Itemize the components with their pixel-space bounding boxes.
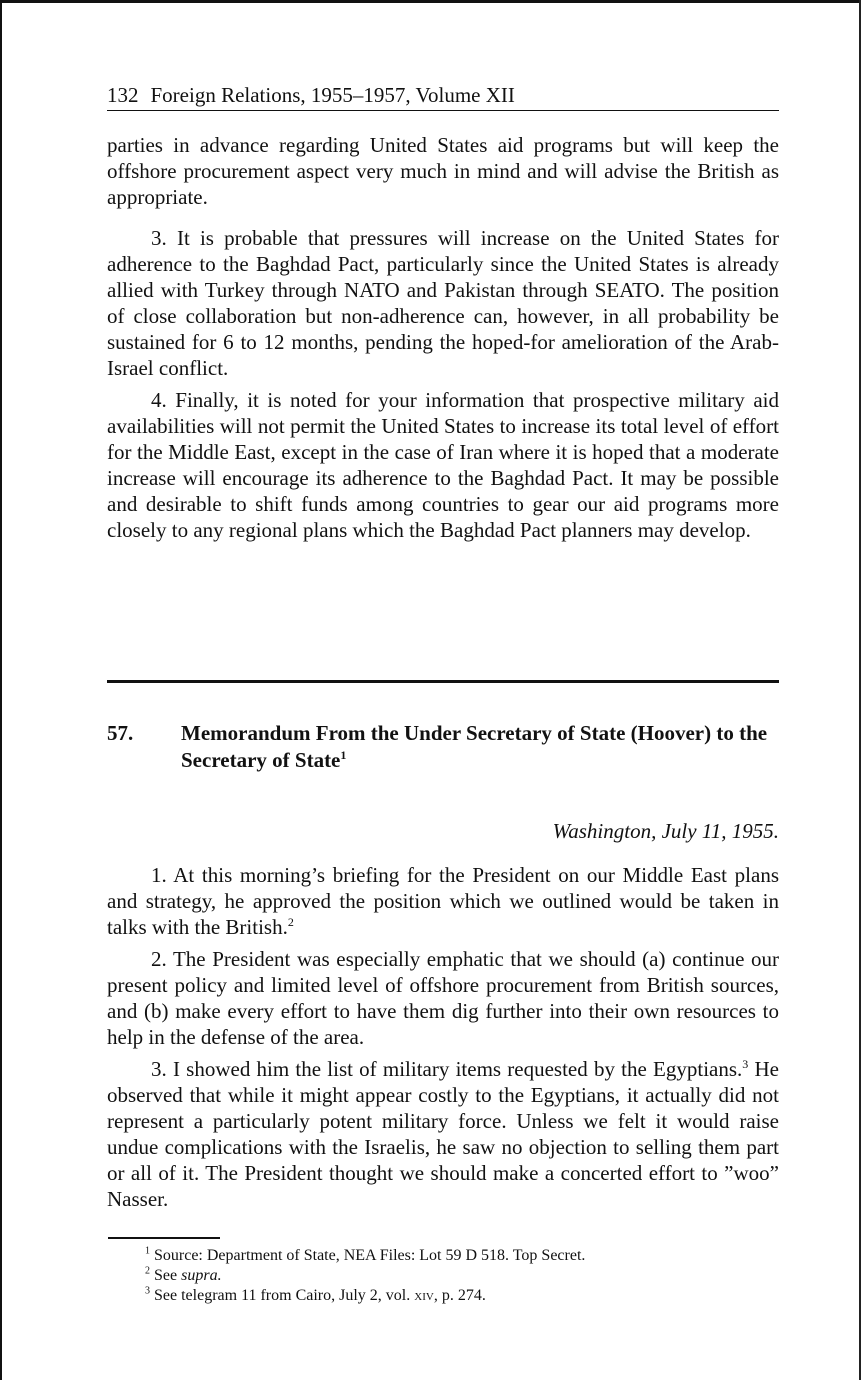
footnote-ref-3[interactable]: 3 (742, 1057, 749, 1071)
section-rule (107, 680, 779, 683)
page-number: 132 (107, 83, 139, 107)
memo-paragraph-3-text-b: He observed that while it might appear costly to the Egyptians, it actually did not represent a particularly potent military force. Unless we felt it would raise undue complications with the Israelis, he saw no objection to selling them part or all of it. The President thought we should make a concerted effort to ”woo” Nasser. (107, 1057, 779, 1211)
footnote-3-text-b: , p. 274. (433, 1287, 486, 1304)
paragraph-continued: parties in advance regarding United States aid programs but will keep the offshore procurement aspect very much in mind and will advise the British as appropriate. (107, 133, 779, 209)
running-head (107, 80, 779, 111)
memo-paragraph-2: 2. The President was especially emphatic that we should (a) continue our present policy and limited level of offshore procurement from British sources, and (b) make every effort to have them dig further into their own resources to help in the defense of the area. (107, 947, 779, 1049)
document-title (181, 720, 779, 774)
footnote-1 (145, 1246, 775, 1266)
footnote-3 (145, 1286, 775, 1306)
footnote-mark-2: 2 (145, 1265, 150, 1277)
memo-paragraph-3 (107, 1056, 779, 1212)
footnote-3-text-a: See telegram 11 from Cairo, July 2, vol. (154, 1287, 411, 1304)
paragraph-3: 3. It is probable that pressures will increase on the United States for adherence to the Baghdad Pact, particularly since the United States is already allied with Turkey through NATO and Pakistan through SEATO. The position of close collaboration but non-adherence can, however, in all probability be sustained for 6 to 12 months, pending the hoped-for amelioration of the Arab-Israel conflict. (107, 226, 779, 380)
document-number: 57. (107, 721, 134, 745)
paragraph-4: 4. Finally, it is noted for your information that prospective military aid availabilities will not permit the United States to increase its total level of effort for the Middle East, except in the case of Iran where it is hoped that a moderate increase will encourage its adherence to the Baghdad Pact. It may be possible and desirable to shift funds among countries to gear our aid programs more closely to any regional plans which the Baghdad Pact planners may develop. (107, 388, 779, 542)
footnote-rule (108, 1237, 220, 1239)
memo-paragraph-1-text: 1. At this morning’s briefing for the President on our Middle East plans and strategy, he approved the position which we outlined would be taken in talks with the British. (107, 863, 779, 939)
running-title: Foreign Relations, 1955–1957, Volume XII (150, 83, 515, 107)
footnote-1-text: Source: Department of State, NEA Files: Lot 59 D 518. Top Secret. (154, 1247, 586, 1264)
footnote-2 (145, 1266, 775, 1286)
footnote-ref-1[interactable]: 1 (340, 748, 347, 762)
footnote-mark-1: 1 (145, 1245, 150, 1257)
footnote-2-italic: supra. (181, 1267, 222, 1284)
footnote-3-volume: xiv (414, 1287, 434, 1304)
dateline: Washington, July 11, 1955. (552, 819, 779, 843)
continued-numbered-paragraphs (107, 225, 779, 543)
page-edge-left (0, 0, 2, 1380)
memorandum-body (107, 862, 779, 1212)
footnote-ref-2[interactable]: 2 (287, 915, 294, 929)
footnote-mark-3: 3 (145, 1285, 150, 1297)
document-title-text: Memorandum From the Under Secretary of State (Hoover) to the Secretary of State (181, 721, 768, 772)
memo-paragraph-3-text-a: 3. I showed him the list of military items requested by the Egyptians. (151, 1057, 743, 1081)
page-edge-top (0, 0, 861, 3)
continued-text (107, 132, 779, 210)
footnote-2-text: See (154, 1267, 178, 1284)
footnotes (145, 1246, 775, 1306)
memo-paragraph-1 (107, 862, 779, 940)
